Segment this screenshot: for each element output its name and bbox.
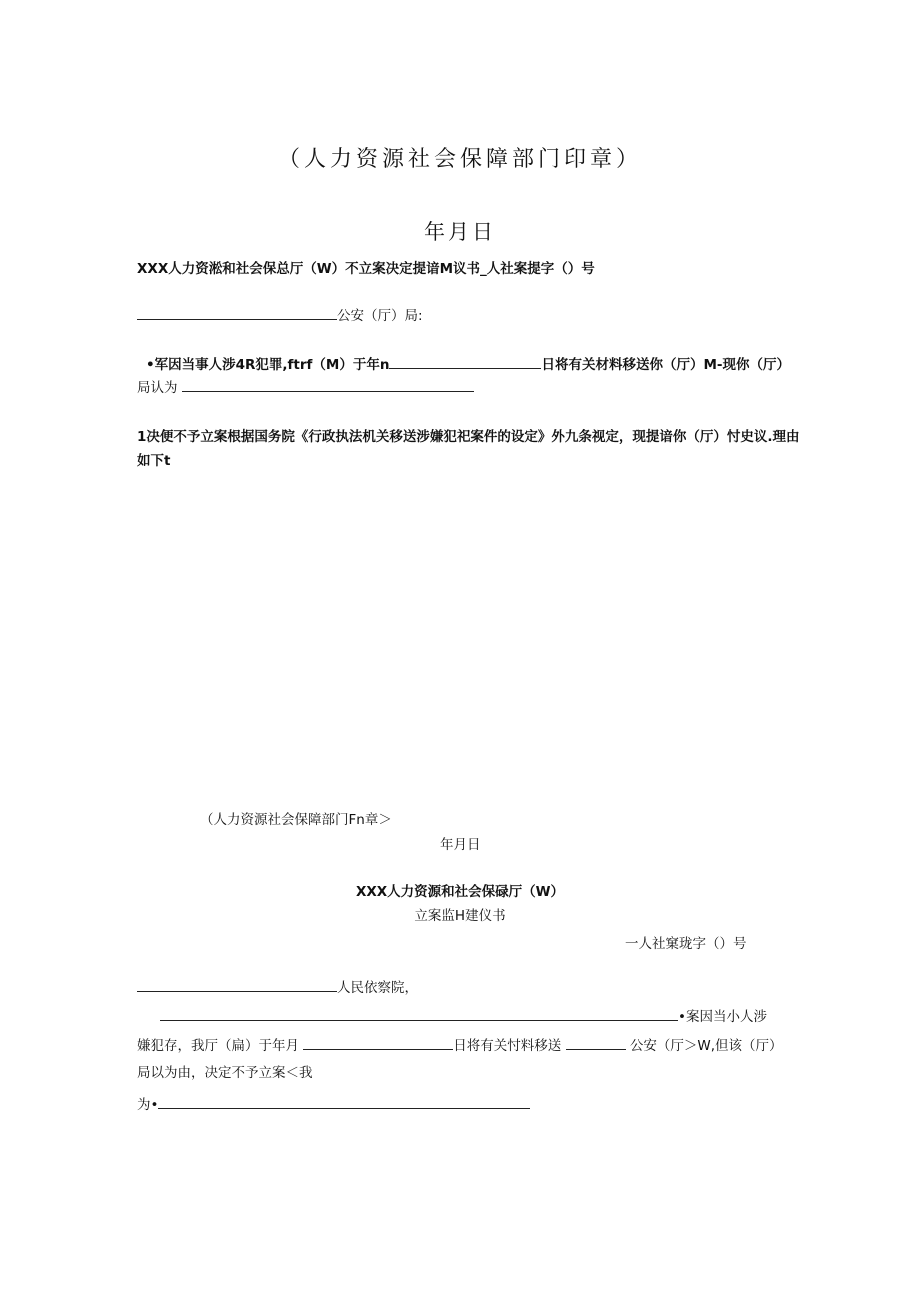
section2-addressee-line [137,976,418,996]
addressee-suffix: 公安（厅）局: [337,308,423,324]
section2-para-4-prefix: 为• [137,1097,159,1113]
section2-para-line-1 [160,1005,767,1025]
section2-para-3: 局以为由，决定不予立案＜我 [137,1065,313,1081]
section2-title-1-text: XXX人力资源和社会保碌厅（W） [355,884,565,900]
procuratorate-blank[interactable] [137,977,337,992]
para2-line1: 1决便不予立案根据国务院《行政执法机关移送涉嫌犯祀案件的设定》外九条视定，现提谙你（厅）忖史议.理由 [137,429,800,445]
opinion-blank[interactable] [182,377,474,392]
section2-para-2b: 日将有关忖料移送 [453,1038,562,1054]
date-line: 年月日 [424,220,496,244]
section2-para-line-2 [137,1034,783,1054]
section2-para-line-3 [137,1061,313,1081]
section2-para-2c: 公安（厅＞W,但该（厅） [629,1038,783,1054]
paragraph-2-line-2 [137,449,170,469]
addressee-blank[interactable] [137,305,337,320]
seal-note: （人力资源社会保障部门Fn章＞ [200,812,392,828]
section2-title-1 [0,880,920,900]
addressee-line [137,304,423,324]
para1-line2: 局认为 [137,380,178,396]
document-title-text: XXX人力资淞和社会保总厅（W）不立案决定提谙M议书_人社案提字（）号 [137,261,595,277]
section2-title-2 [0,904,920,924]
para1-mid: 日将有关材料移送你（厅）M-现你（厅） [541,357,790,373]
case-blank[interactable] [160,1006,678,1021]
section2-para-2a: 嫌犯存，我厅（扁）于年月 [137,1038,299,1054]
para1-prefix: •军因当事人涉4R犯罪,ftrf（M）于年n [146,357,390,373]
section2-para-line-1-suffix: •案因当小人涉 [678,1009,767,1025]
police-blank[interactable] [566,1035,626,1050]
section2-para-line-4 [137,1093,530,1113]
doc-number: 一人社窠珑字（）号 [625,936,747,952]
para2-line2: 如下t [137,453,171,469]
seal-title: （人力资源社会保障部门印章） [277,147,642,172]
reason-blank[interactable] [158,1094,530,1109]
document-title [137,257,595,277]
section2-title-2-text: 立案监H建仪书 [414,908,506,924]
section2-addressee-suffix: 人民依察院， [337,980,418,996]
paragraph-1-line-1 [146,353,790,373]
paragraph-2-line-1 [137,425,800,445]
date-blank[interactable] [389,354,541,369]
paragraph-1-line-2 [137,376,474,396]
transfer-date-blank[interactable] [303,1035,453,1050]
section2-date: 年月日 [440,837,481,853]
